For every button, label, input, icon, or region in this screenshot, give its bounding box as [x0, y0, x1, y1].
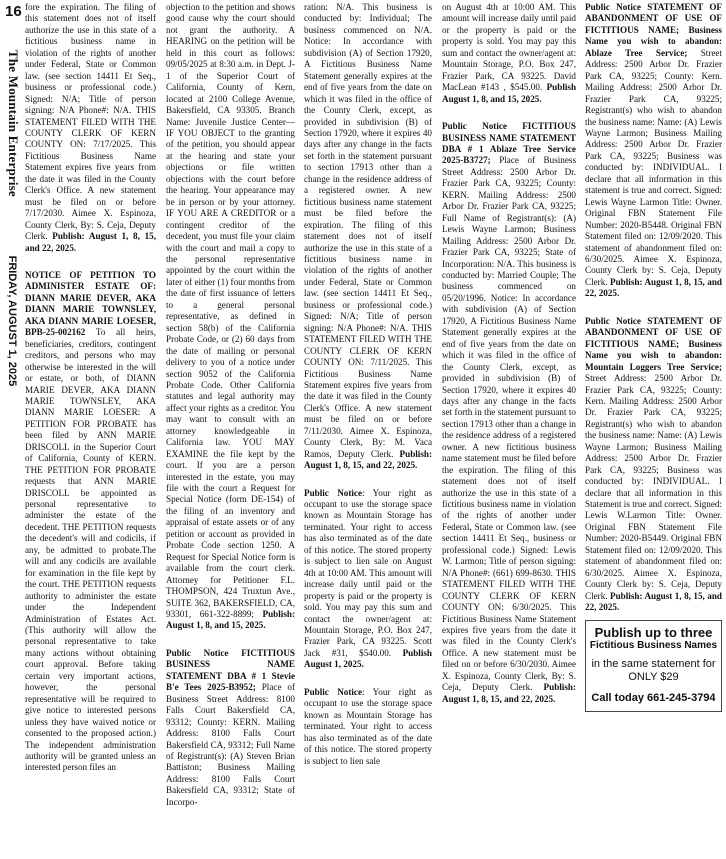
column-4: [442, 2, 576, 857]
publish-dates: Publish August 1, 2025.: [304, 647, 432, 670]
notice-continuation: [25, 2, 156, 254]
notice-heading: Public Notice FICTITIOUS BUSINESS NAME STATEMENT DBA # 1 Ablaze Tree Service 2025-B3727;: [442, 121, 576, 166]
notice-text: To all heirs, beneficiaries, creditors, contingent creditors, and persons who may otherwise be interested in the will or estate, or both, of DIANN MARIE DEVER, AKA DIANN MARIE TOWNSLEY, AKA DIANN MARIE LOESER: A PETITION FOR PROBATE has been filed by ANN MARIE DRISCOLL in the Superior Court of California, County of KERN. THE PETITION FOR PROBATE requests that ANN MARIE DRISCOLL be appointed as personal representative to administer the estate of the decedent. THE PETITION requests the decedent's will and codicils, if any, be admitted to probate.The will and any codicils are available for examination in the file kept by the court. THE PETITION requests authority to administer the estate under the Independent Administration of Estates Act. (This authority will allow the personal representative to take many actions without obtaining court approval. Before taking certain very important actions, however, the personal representative will be required to give notice to interested persons unless they have waived notice or consented to the proposed action.) The independent administration authority will be granted unless an interested person files an: [25, 327, 156, 773]
notice-text: Street Address: 2500 Arbor Dr. Frazier Park CA, 93225; County: Kern. Mailing Address: 2500 Arbor Dr. Frazier Park CA, 93225; Registrant(s) who wish to abandon the business name: Name: (A) Lewis Wayne Larmon; Business Mailing Address: 2500 Arbor Dr. Frazier Park CA, 93225; Business was conducted by: INDIVIDUAL. I declare that all information in this statement is true and correct. Signed: Lewis Wayne Larmon Title: Owner. Original FBN Statement File Number: 2020-B5448. Original FBN Statement filed on: 12/09/2020. This statement of abandonment filed on: 6/30/2025. Aimee X. Espinoza, County Clerk by: S. Ceja, Deputy Clerk.: [585, 47, 722, 287]
notice-text: Place of Business Street Address: 8100 Falls Court Bakersfield CA, 93312; County: KERN. Mailing Address: 8100 Falls Court Bakersfield CA, 93312; Full Name of Registrant(s): (A) Steven Brian Battiston; Business Mailing Address: 8100 Falls Court Bakersfield CA, 93312; State of Incorpo-: [166, 682, 295, 807]
notice-storage-lien-1: [304, 488, 432, 671]
publish-dates: Publish: August 1, 8, 15, and 22, 2025.: [585, 276, 722, 299]
ad-subheadline: Fictitious Business Names: [589, 639, 718, 651]
masthead-name: The Mountain Enterprise: [6, 50, 21, 197]
publish-dates: Publish: August 1, 8, 15, and 22, 2025.: [585, 590, 722, 613]
notice-storage-lien-2: [304, 687, 432, 767]
page-number: 16: [5, 3, 22, 20]
column-1: [25, 2, 156, 857]
publish-dates: Publish: August 1, 8, 15, and 22, 2025.: [442, 682, 576, 704]
notice-fbn-stevie: [166, 648, 295, 808]
publish-dates: Publish August 1, 8, and 15, 2025.: [442, 82, 576, 104]
notice-petition: [25, 270, 156, 774]
notice-text: ration: N/A. This business is conducted by: Individual; The business commenced on N/A. Notice: In accordance with subdivision (A) of Section 17920, A Fictitious Business Name Statement generally expires at the end of five years from the date on which it was filed in the office of the County Clerk, except, as provided in subdivision (B) of Section 17920, where it expires 40 days after any change in the facts set forth in the statement pursuant to section 17913 other than a change in the residence address of a registered owner. A new fictitious business name statement must be filed before the expiration. The filing of this statement does not of itself authorize the use in this state of a fictitious business name in violation of the rights of another under Federal, State or Common law. (see section 14411 Et Seq., business or professional code.) Signed: N/A; Title of person signing: N/A Phone#: N/A. THIS STATEMENT FILED WITH THE COUNTY CLERK OF KERN COUNTY ON: 7/11/2025. This Fictitious Business Name Statement expires five years from the date it was filed in the County Clerk's Office. A new statement must be filed on or before 7/11/2030. Aimee X. Espinoza, County Clerk, By: M. Vaca Ramos, Deputy Clerk.: [304, 2, 432, 459]
notice-storage-lien-2-continued: [442, 2, 576, 105]
notice-text: objection to the petition and shows good cause why the court should not grant the authority. A HEARING on the petition will be held in this court as follows: 09/05/2025 at 8:30 a.m. in Dept. J-1 of the Superior Court of California, County of Kern, located at 2100 College Avenue, Bakersfield, CA 93305. Branch Name: Juvenile Justice Center— IF YOU OBJECT to the granting of the petition, you should appear at the hearing and state your objections or file written objections with the court before the hearing. Your appearance may be in person or by your attorney. IF YOU ARE A CREDITOR or a contingent creditor of the decedent, you must file your claim with the court and mail a copy to the personal representative appointed by the court within the later of either (1) four months from the date of first issuance of letters to a general personal representative, as defined in section 58(b) of the California Probate Code, or (2) 60 days from the date of mailing or personal delivery to you of a notice under section 9052 of the California Probate Code. Other California statutes and legal authority may affect your rights as a creditor. You may want to consult with an attorney knowledgeable in California law. YOU MAY EXAMINE the file kept by the court. If you are a person interested in the estate, you may file with the court a Request for Special Notice (form DE-154) of the filing of an inventory and appraisal of estate assets or of any petition or account as provided in Probate Code section 1250. A Request for Special Notice form is available from the court clerk. Attorney for Petitioner F.L. THOMPSON, 424 Truxtun Ave., SUITE 362, BAKERSFIELD, CA, 93301, 661-322-8899;: [166, 2, 295, 620]
notice-text: Place of Business Street Address: 2500 Arbor Dr. Frazier Park CA, 93225; County: KERN. Mailing Address: 2500 Arbor Dr. Frazier Park CA, 93225; Full Name of Registrant(s): (A) Lewis Wayne Larmon; Business Mailing Address: 2500 Arbor Dr. Frazier Park CA, 93225; State of Incorporation: N/A. This business is conducted by: Married Couple; The business commenced on 05/20/1996. Notice: In accordance with subdivision (A) of Section 17920, A Fictitious Business Name Statement generally expires at the end of five years from the date on which it was filed in the office of the County Clerk, except, as provided in subdivision (B) of Section 17920, where it expires 40 days after any change in the facts set forth in the statement pursuant to section 17913 other than a change in the residence address of a registered owner. A new fictitious business name statement must be filed before the expiration. The filing of this statement does not of itself authorize the use in this state of a fictitious business name in violation of the rights of another under Federal, State or Common law. (see section 14411 Et Seq., business or professional code.) Signed: Lewis W. Larmon; Title of person signing: N/A Phone#: (661) 699-8630. THIS STATEMENT FILED WITH THE COUNTY CLERK OF KERN COUNTY ON: 6/30/2025. This Fictitious Business Name Statement expires five years from the date it was filed in the County Clerk's Office. A new statement must be filed on or before 6/30/2030. Aimee X. Espinoza, County Clerk, By: S. Ceja, Deputy Clerk.: [442, 155, 576, 693]
publish-dates: Publish: August 1, 8, 15, and 22, 2025.: [304, 448, 432, 471]
column-5: [585, 2, 722, 857]
notice-text: : Your right as occupant to use the storage space known as Mountain Storage has terminated. Your right to access has also terminated as of the date of this notice. The stored property is subject to lien sale on August 4th at 10:00 AM. This amount will increase daily until paid or the property is paid or the property is sold. You may pay this sum and contact the owner/agent at: Mountain Storage, P.O. Box 247, Frazier Park, CA 93225. Scott Jack #31, $540.00.: [304, 487, 432, 658]
notice-fbn-ablaze: [442, 121, 576, 705]
notice-fbn-stevie-continued: [304, 2, 432, 472]
column-2: [166, 2, 295, 857]
column-3: [304, 2, 432, 857]
notice-text: on August 4th at 10:00 AM. This amount will increase daily until paid or the property is paid or the property is sold. You may pay this sum and contact the owner/agent at: Mountain Storage, P.O. Box 247, Frazier Park, CA 93225. David MacLean #143 , $545.00.: [442, 2, 576, 93]
notice-text: : Your right as occupant to use the storage space known as Mountain Storage has terminated. Your right to access has also terminated as of the date of this notice. The stored property is subject to lien sale: [304, 686, 432, 766]
notice-heading: Public Notice FICTITIOUS BUSINESS NAME STATEMENT DBA # 1 Stevie B'e Tees 2025-B3952;: [166, 647, 295, 693]
notice-text: Street Address: 2500 Arbor Dr. Frazier Park CA, 93225; County: Kern. Mailing Address: 2500 Arbor Dr. Frazier Park CA, 93225; Registrant(s) who wish to abandon the business name: Name: (A) Lewis Wayne Larmon; Business Mailing Address: 2500 Arbor Dr. Frazier Park CA, 93225; Business was conducted by: INDIVIDUAL. I declare that all information in this Statement is true and correct. Signed: Lewis W.Larmon Title: Owner. Original FBN Statement File Number: 2020-B5449. Original FBN Statement filed on: 12/09/2020. This statement of abandonment filed on: 6/30/2025. Aimee X. Espinoza, County Clerk by: S. Ceja, Deputy Clerk.: [585, 373, 722, 601]
publish-dates: Publish: August 1, 8, and 15, 2025.: [166, 609, 295, 631]
notice-heading: Public Notice STATEMENT OF ABANDONMENT OF USE OF FICTITIOUS NAME; Business Name you wish to abandon: Ablaze Tree Service;: [585, 2, 722, 58]
publish-dates: Publish: August 1, 8, 15, and 22, 2025.: [25, 231, 156, 253]
notice-abandonment-mountain-loggers: [585, 316, 722, 614]
fbn-advertisement: [585, 620, 722, 712]
notice-heading: NOTICE OF PETITION TO ADMINISTER ESTATE OF: DIANN MARIE DEVER, AKA DIANN MARIE TOWNSLEY, AKA DIANN MARIE LOESER, BPB-25-002162: [25, 269, 156, 338]
notice-heading: Public Notice: [304, 686, 363, 697]
notice-heading: Public Notice STATEMENT OF ABANDONMENT OF USE OF FICTITIOUS NAME; Business Name you wish to abandon: Mountain Loggers Tree Service;: [585, 315, 722, 372]
ad-headline: Publish up to three: [594, 624, 713, 640]
notice-petition-continued: [166, 2, 295, 632]
notice-text: fore the expiration. The filing of this statement does not of itself authorize the use in this state of a fictitious business name in violation of the rights of another under Federal, State or Common law. (see section 14411 Et Seq., business or professional code.) Signed: N/A; Title of person signing: N/A Phone#: N/A. THIS STATEMENT FILED WITH THE COUNTY CLERK OF KERN COUNTY ON: 7/17/2025. This Fictitious Business Name Statement expires five years from the date it was filed in the County Clerk's Office. A new statement must be filed on or before 7/17/2030. Aimee X. Espinoza, County Clerk, By: S. Ceja, Deputy Clerk.: [25, 2, 156, 242]
notice-heading: Public Notice: [304, 487, 363, 498]
ad-phone: Call today 661-245-3794: [591, 691, 716, 704]
ad-price: in the same statement for ONLY $29: [591, 657, 716, 683]
sidebar-folio: [2, 50, 22, 850]
notice-abandonment-ablaze: [585, 2, 722, 300]
issue-date: FRIDAY, AUGUST 1, 2025: [6, 255, 18, 387]
